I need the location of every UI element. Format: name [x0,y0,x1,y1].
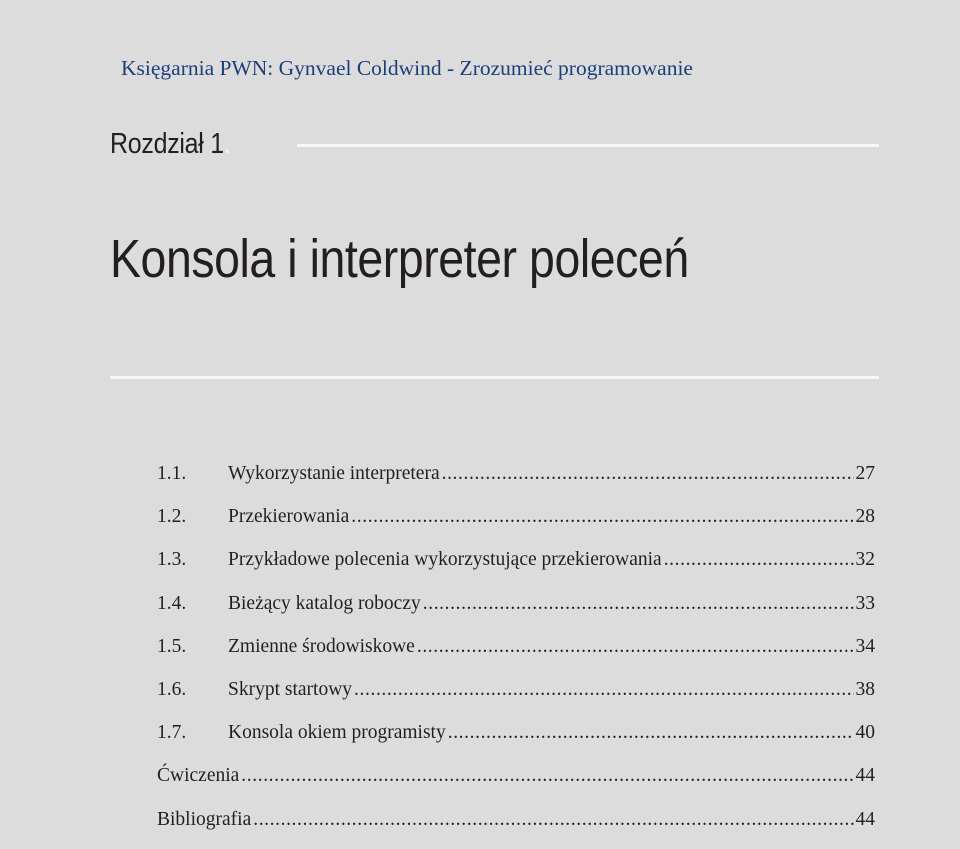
toc-number: 1.4. [157,592,187,614]
toc-label: Bieżący katalog roboczy [228,592,421,614]
toc-number: 1.5. [157,635,187,657]
toc-number: 1.7. [157,722,187,744]
toc-label: Wykorzystanie interpretera [228,463,440,484]
toc-leader-dots [442,460,854,488]
table-of-contents [157,460,875,849]
toc-page-number: 27 [855,463,875,484]
toc-page-number: 34 [855,635,875,657]
toc-page-number: 32 [855,549,875,571]
toc-page-number: 44 [855,808,875,830]
toc-number: 1.6. [157,678,187,700]
toc-label: Bibliografia [157,808,252,830]
toc-leader-dots [241,762,853,790]
toc-leader-dots [417,633,854,661]
toc-entry-bibliography[interactable] [157,806,875,849]
toc-entry-exercises[interactable] [157,762,875,805]
toc-page-number: 44 [855,765,875,787]
chapter-label [110,128,231,161]
title-rule [110,376,879,379]
chapter-dot: . [223,128,231,160]
chapter-title: Konsola i interpreter poleceń [110,229,689,289]
toc-page-number: 40 [855,722,875,744]
book-header: Księgarnia PWN: Gynvael Coldwind - Zrozumieć programowanie [121,56,693,80]
toc-entry-1-2[interactable] [157,503,875,546]
toc-number: 1.2. [157,506,187,528]
toc-label: Konsola okiem programisty [228,722,446,744]
chapter-rule [297,144,879,147]
toc-label: Przekierowania [228,506,350,528]
toc-label: Przykładowe polecenia wykorzystujące przekierowania [228,549,662,571]
toc-leader-dots [253,806,853,834]
toc-page-number: 33 [855,592,875,614]
toc-entry-1-3[interactable] [157,546,875,589]
toc-label: Zmienne środowiskowe [228,635,415,657]
toc-leader-dots [354,676,853,704]
toc-label: Ćwiczenia [157,765,240,787]
toc-entry-1-4[interactable] [157,590,875,633]
chapter-heading-row [110,128,879,168]
toc-page-number: 38 [855,678,875,700]
toc-label: Skrypt startowy [228,678,353,700]
toc-entry-1-5[interactable] [157,633,875,676]
toc-entry-1-6[interactable] [157,676,875,719]
toc-page-number: 28 [855,506,875,528]
toc-leader-dots [423,590,854,618]
toc-leader-dots [351,503,853,531]
chapter-number: Rozdział 1 [110,128,224,160]
toc-leader-dots [448,719,854,747]
toc-entry-1-1[interactable] [157,460,875,503]
toc-leader-dots [664,546,854,574]
toc-entry-1-7[interactable] [157,719,875,762]
toc-number: 1.3. [157,549,187,571]
toc-number: 1.1. [157,463,187,484]
